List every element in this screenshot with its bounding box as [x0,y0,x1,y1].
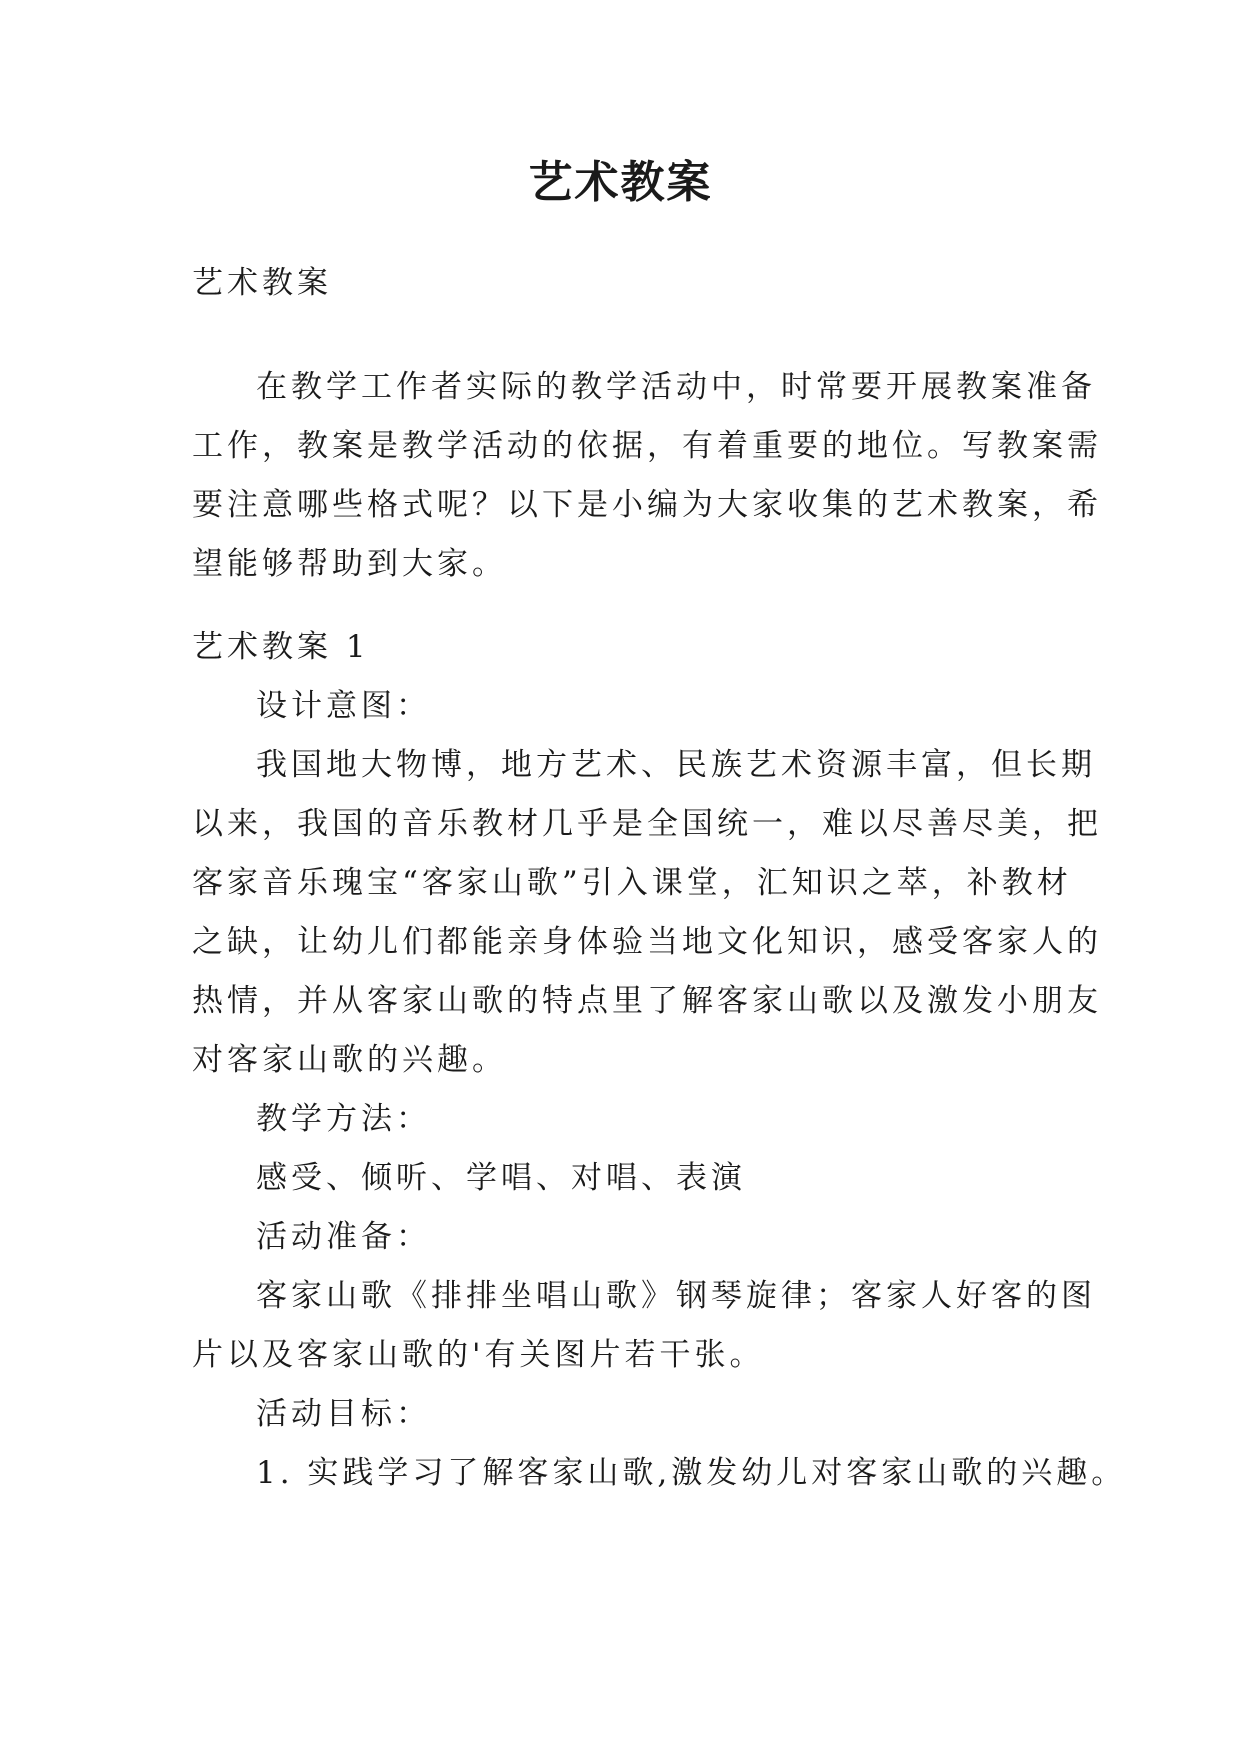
subtitle-text: 艺术教案 [192,265,332,301]
design-line: 客家音乐瑰宝“客家山歌”引入课堂，汇知识之萃，补教材 [192,865,1072,901]
intro-line: 望能够帮助到大家。 [192,546,507,582]
intro-line: 在教学工作者实际的教学活动中，时常要开展教案准备 [256,369,1096,405]
prep-line: 片以及客家山歌的'有关图片若干张。 [192,1337,765,1373]
goal-item: 1. 实践学习了解客家山歌,激发幼儿对客家山歌的兴趣。 [256,1455,1127,1491]
intro-paragraph [192,358,1102,594]
design-line: 对客家山歌的兴趣。 [192,1042,507,1078]
design-line: 以来，我国的音乐教材几乎是全国统一，难以尽善尽美，把 [192,806,1102,842]
design-line: 热情，并从客家山歌的特点里了解客家山歌以及激发小朋友 [192,983,1102,1019]
section-heading-text: 艺术教案 1 [192,629,370,665]
design-label: 设计意图： [256,688,431,724]
intro-line: 工作，教案是教学活动的依据，有着重要的地位。写教案需 [192,428,1102,464]
design-line: 之缺，让幼儿们都能亲身体验当地文化知识，感受客家人的 [192,924,1102,960]
design-line: 我国地大物博，地方艺术、民族艺术资源丰富，但长期 [256,747,1096,783]
prep-line: 客家山歌《排排坐唱山歌》钢琴旋律；客家人好客的图 [256,1278,1096,1314]
document-title: 艺术教案 [528,157,713,208]
design-intent-section [192,677,1127,1503]
intro-line: 要注意哪些格式呢？以下是小编为大家收集的艺术教案，希 [192,487,1102,523]
document-subtitle [192,254,1052,313]
section-heading [192,618,1052,677]
prep-label: 活动准备： [256,1219,431,1255]
method-label: 教学方法： [256,1101,431,1137]
method-text: 感受、倾听、学唱、对唱、表演 [256,1160,746,1196]
goal-label: 活动目标： [256,1396,431,1432]
